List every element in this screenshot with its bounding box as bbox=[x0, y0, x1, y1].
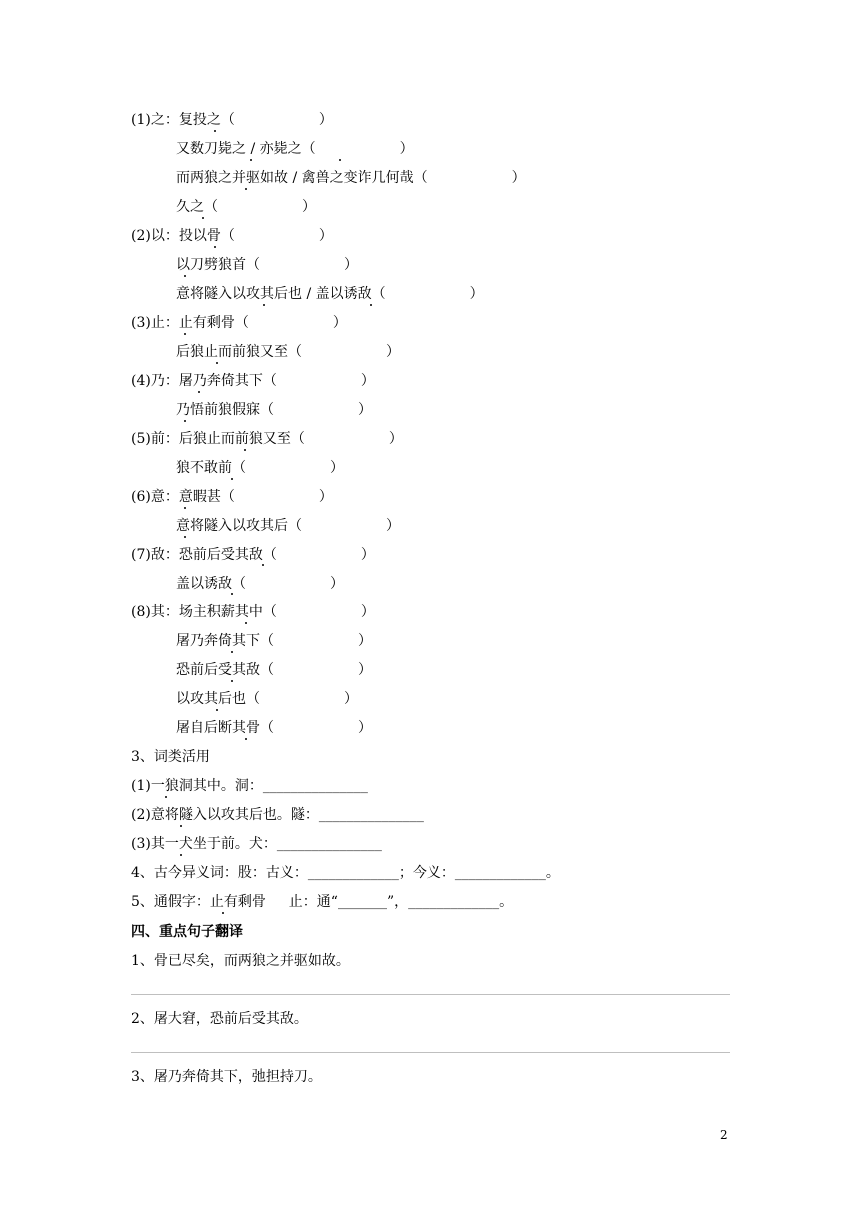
emphasis-dot bbox=[165, 796, 167, 798]
emphasis-dot bbox=[231, 680, 233, 682]
text-line: (5)前：后狼止而前狼又至（ ） bbox=[131, 431, 403, 447]
emphasis-dot bbox=[184, 536, 186, 538]
text-line: 屠乃奔倚其下（ ） bbox=[176, 633, 372, 649]
text-line: 2、屠大窘，恐前后受其敌。 bbox=[131, 1011, 308, 1027]
emphasis-dot bbox=[216, 362, 218, 364]
text-line: (7)敌：恐前后受其敌（ ） bbox=[131, 547, 375, 563]
emphasis-dot bbox=[231, 651, 233, 653]
text-line: (2)意将隧入以攻其后也。隧：_______________ bbox=[131, 807, 424, 823]
text-line: (1)一狼洞其中。洞：_______________ bbox=[131, 778, 368, 794]
text-line: 4、古今异义词：股：古义：_____________；今义：_____________。 bbox=[131, 865, 560, 881]
emphasis-dot bbox=[231, 478, 233, 480]
text-line: 狼不敢前（ ） bbox=[176, 460, 344, 476]
text-line: 3、屠乃奔倚其下，弛担持刀。 bbox=[131, 1069, 322, 1085]
text-line: 久之（ ） bbox=[176, 199, 316, 215]
answer-line bbox=[131, 994, 730, 995]
text-line: 乃悟前狼假寐（ ） bbox=[176, 402, 372, 418]
emphasis-dot bbox=[250, 159, 252, 161]
emphasis-dot bbox=[184, 333, 186, 335]
emphasis-dot bbox=[263, 304, 265, 306]
text-line: 而两狼之并驱如故 / 禽兽之变诈几何哉（ ） bbox=[176, 170, 526, 186]
emphasis-dot bbox=[244, 449, 246, 451]
text-line: 1、骨已尽矣，而两狼之并驱如故。 bbox=[131, 953, 350, 969]
text-line: 意将隧入以攻其后（ ） bbox=[176, 518, 400, 534]
emphasis-dot bbox=[245, 622, 247, 624]
text-line: 意将隧入以攻其后也 / 盖以诱敌（ ） bbox=[176, 286, 484, 302]
emphasis-dot bbox=[231, 593, 233, 595]
section-heading: 四、重点句子翻译 bbox=[131, 924, 243, 940]
text-line: (6)意：意暇甚（ ） bbox=[131, 489, 333, 505]
emphasis-dot bbox=[184, 275, 186, 277]
emphasis-dot bbox=[202, 217, 204, 219]
emphasis-dot bbox=[184, 507, 186, 509]
text-line: (2)以：投以骨（ ） bbox=[131, 228, 333, 244]
emphasis-dot bbox=[216, 709, 218, 711]
emphasis-dot bbox=[339, 159, 341, 161]
text-line: 又数刀毙之 / 亦毙之（ ） bbox=[176, 141, 414, 157]
text-line: (3)止：止有剩骨（ ） bbox=[131, 315, 347, 331]
text-line: (3)其一犬坐于前。犬：_______________ bbox=[131, 836, 382, 852]
answer-line bbox=[131, 1052, 730, 1053]
emphasis-dot bbox=[370, 304, 372, 306]
emphasis-dot bbox=[222, 912, 224, 914]
text-line: 屠自后断其骨（ ） bbox=[176, 720, 372, 736]
emphasis-dot bbox=[214, 246, 216, 248]
page-number: 2 bbox=[720, 1128, 728, 1142]
text-line: (1)之：复投之（ ） bbox=[131, 112, 333, 128]
emphasis-dot bbox=[262, 564, 264, 566]
text-line: 盖以诱敌（ ） bbox=[176, 576, 344, 592]
text-line: 后狼止而前狼又至（ ） bbox=[176, 344, 400, 360]
text-line: 以刀劈狼首（ ） bbox=[176, 257, 358, 273]
emphasis-dot bbox=[184, 420, 186, 422]
text-line: (8)其：场主积薪其中（ ） bbox=[131, 604, 375, 620]
emphasis-dot bbox=[245, 738, 247, 740]
text-line: 5、通假字：止有剩骨 止：通“_______”，_____________。 bbox=[131, 894, 514, 910]
text-line: 恐前后受其敌（ ） bbox=[176, 662, 372, 678]
emphasis-dot bbox=[214, 130, 216, 132]
emphasis-dot bbox=[198, 391, 200, 393]
text-line: 以攻其后也（ ） bbox=[176, 691, 358, 707]
text-line: (4)乃：屠乃奔倚其下（ ） bbox=[131, 373, 375, 389]
emphasis-dot bbox=[245, 188, 247, 190]
emphasis-dot bbox=[180, 825, 182, 827]
text-line: 3、词类活用 bbox=[131, 749, 210, 765]
emphasis-dot bbox=[180, 854, 182, 856]
